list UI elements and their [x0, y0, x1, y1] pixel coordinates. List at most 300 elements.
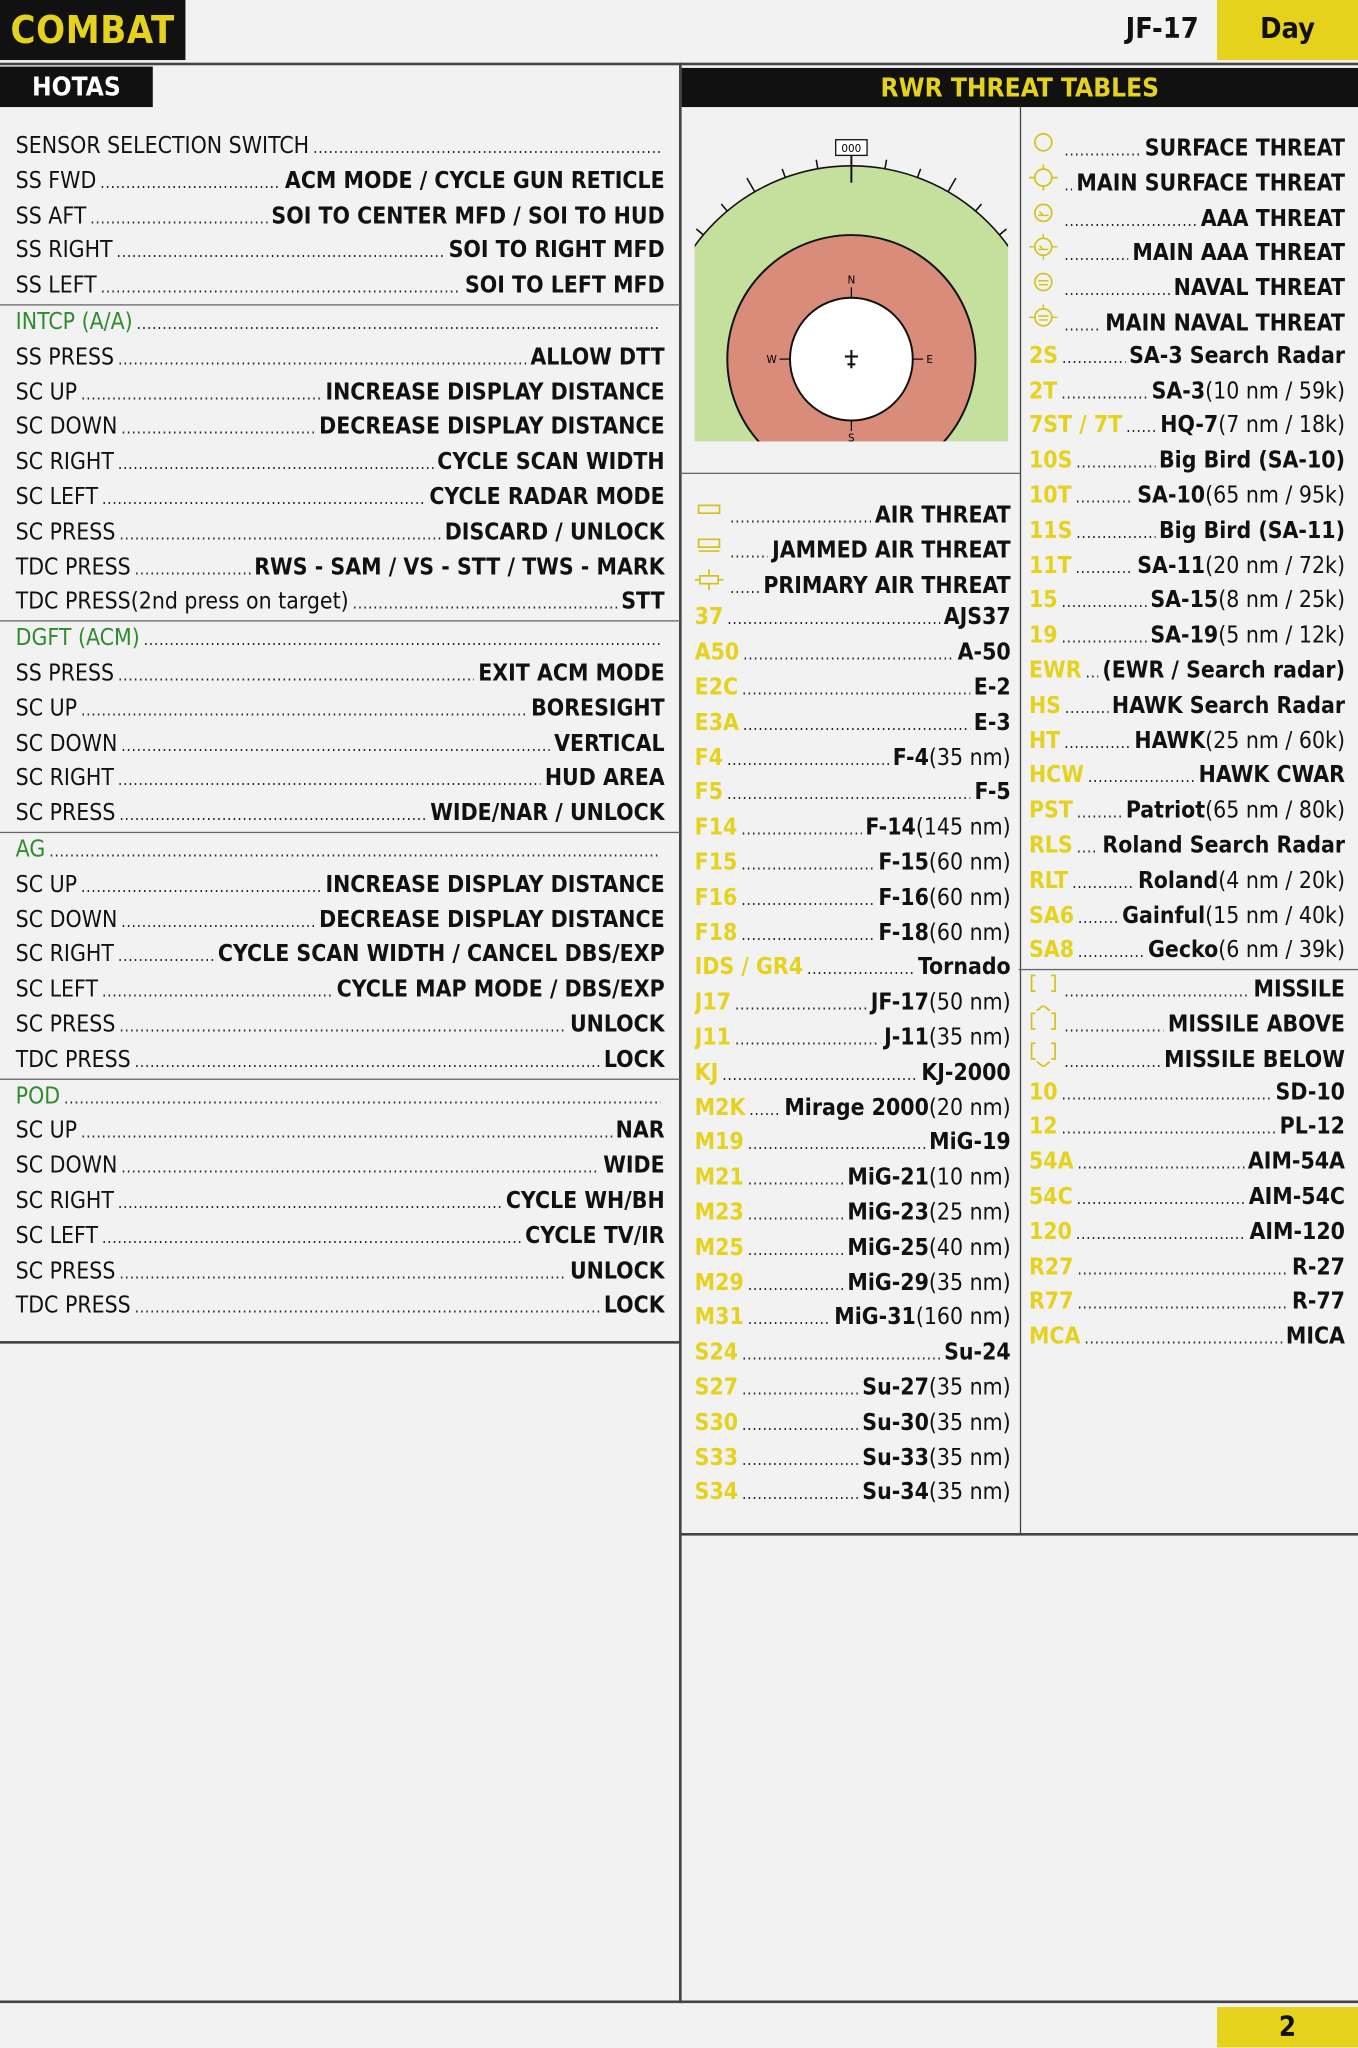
control-name: SC LEFT	[15, 976, 99, 1004]
control-name: SC PRESS	[15, 1011, 116, 1039]
dot-leader	[730, 534, 768, 566]
control-action: LOCK	[603, 1293, 665, 1320]
threat-code: 2T	[1028, 378, 1058, 405]
control-name: SC UP	[15, 1118, 78, 1145]
missile-row	[1029, 1145, 1345, 1180]
missile-above-icon	[1029, 1005, 1058, 1031]
dot-leader	[1064, 167, 1072, 199]
missile-row	[1029, 1075, 1345, 1110]
control-action: Su-24	[944, 1339, 1011, 1367]
dot-leader	[1078, 934, 1144, 969]
air-threat-row	[695, 1406, 1011, 1441]
threat-range: (50 nm)	[928, 990, 1011, 1017]
hotas-row	[16, 868, 665, 903]
dot-leader	[1076, 444, 1155, 479]
control-name: TDC PRESS	[15, 589, 131, 616]
dot-leader	[722, 1056, 917, 1091]
control-action: BORESIGHT	[531, 695, 665, 722]
missile-icon	[1029, 970, 1058, 996]
radar-bottom-rule	[680, 473, 1020, 474]
threat-code: 37	[694, 605, 724, 632]
hotas-row	[16, 727, 665, 762]
hotas-row	[16, 1008, 665, 1043]
ground-threat-row	[1029, 304, 1345, 339]
air-threat-row	[695, 776, 1011, 811]
missile-row	[1029, 1040, 1345, 1075]
dot-leader	[118, 341, 526, 376]
control-action: CYCLE SCAN WIDTH	[437, 449, 665, 476]
control-name: SC DOWN	[15, 730, 118, 757]
control-action: SA-3 Search Radar	[1129, 343, 1345, 370]
threat-range: (40 nm)	[928, 1234, 1011, 1262]
hotas-row	[16, 164, 665, 199]
threat-code: S34	[694, 1479, 739, 1506]
control-action: MiG-25	[847, 1234, 929, 1262]
east-label: E	[926, 354, 934, 367]
control-action: UNLOCK	[569, 1258, 665, 1285]
threat-code: 2S	[1028, 343, 1059, 370]
air-threat-row	[695, 1476, 1011, 1511]
hotas-row	[16, 480, 665, 515]
control-name: SC RIGHT	[15, 941, 114, 969]
dot-leader	[735, 986, 867, 1021]
air-threat-row	[695, 1371, 1011, 1406]
ground-threat-row	[1029, 514, 1345, 549]
dot-leader	[135, 550, 251, 585]
hotas-row	[16, 1043, 665, 1078]
jammed-air-threat-icon	[695, 531, 724, 557]
ground-threat-row	[1029, 864, 1345, 899]
threat-range: (20 nm / 72k)	[1205, 553, 1345, 580]
control-action: CYCLE MAP MODE / DBS/EXP	[336, 976, 665, 1004]
control-action: MiG-19	[929, 1129, 1011, 1157]
control-action: NAVAL THREAT	[1173, 275, 1345, 302]
control-action: LOCK	[603, 1046, 665, 1074]
bearing-tick	[976, 204, 982, 211]
page-number: 2	[1217, 2007, 1358, 2047]
air-threat-row	[695, 1231, 1011, 1266]
threat-code: S24	[694, 1339, 739, 1367]
air-threat-row	[695, 846, 1011, 881]
ground-threat-row	[1029, 794, 1345, 829]
control-name: SS RIGHT	[15, 238, 113, 265]
hotas-row	[16, 129, 665, 164]
dot-leader	[1072, 864, 1134, 899]
control-name: SENSOR SELECTION SWITCH	[15, 133, 310, 160]
dot-leader	[748, 1231, 844, 1266]
control-action: WIDE/NAR / UNLOCK	[430, 800, 665, 827]
group-title: DGFT (ACM)	[15, 625, 140, 652]
control-name: SC RIGHT	[15, 765, 114, 792]
control-action: SA-19	[1150, 623, 1219, 650]
dot-leader	[1126, 409, 1156, 444]
control-action: Su-33	[862, 1444, 929, 1472]
threat-code: 10	[1028, 1079, 1058, 1106]
control-action: HAWK Search Radar	[1111, 693, 1345, 720]
control-action: AAA THREAT	[1200, 205, 1345, 232]
control-action: JAMMED AIR THREAT	[772, 537, 1011, 564]
threat-code: 7ST / 7T	[1028, 413, 1123, 440]
threat-code: E3A	[694, 710, 739, 737]
control-action: Patriot	[1125, 798, 1206, 825]
dot-leader	[735, 1021, 880, 1056]
threat-code: SA8	[1028, 937, 1075, 965]
air-threat-row	[695, 1161, 1011, 1196]
dot-leader	[1085, 654, 1098, 689]
dot-leader	[81, 868, 322, 903]
hotas-row	[16, 1254, 665, 1289]
threat-code: J17	[694, 990, 731, 1017]
control-action: MISSILE BELOW	[1164, 1046, 1345, 1074]
dot-leader	[1062, 1075, 1272, 1110]
hotas-row	[16, 1149, 665, 1184]
dot-leader	[748, 1196, 844, 1231]
hotas-row	[16, 1219, 665, 1254]
air-threat-row	[695, 601, 1011, 636]
header	[0, 0, 1358, 60]
dot-leader	[1076, 1215, 1246, 1250]
threat-range: (35 nm)	[928, 1024, 1011, 1052]
control-action: HAWK	[1134, 728, 1206, 755]
dot-leader	[1064, 237, 1128, 269]
ground-threat-row	[1029, 584, 1345, 619]
dot-leader	[121, 903, 315, 938]
primary-air-threat-icon	[695, 566, 724, 592]
ground-threat-row	[1029, 689, 1345, 724]
air-threat-row	[695, 1091, 1011, 1126]
control-action: (EWR / Search radar)	[1102, 658, 1345, 685]
ground-threat-row	[1029, 829, 1345, 864]
dot-leader	[741, 881, 874, 916]
threat-code: HT	[1028, 728, 1061, 755]
dot-leader	[1077, 829, 1099, 864]
threat-range: (20 nm)	[928, 1094, 1011, 1122]
threat-code: M25	[694, 1234, 744, 1262]
control-action: MAIN NAVAL THREAT	[1105, 310, 1345, 337]
air-threat-row	[695, 671, 1011, 706]
dot-leader	[1077, 1180, 1245, 1215]
control-action: SOI TO CENTER MFD / SOI TO HUD	[271, 203, 665, 230]
control-action: NAR	[615, 1118, 665, 1145]
missile-row	[1029, 1180, 1345, 1215]
air-threat-row	[695, 741, 1011, 776]
dot-leader	[121, 411, 315, 446]
threat-range: (8 nm / 25k)	[1218, 588, 1345, 615]
air-threat-row	[695, 811, 1011, 846]
control-action: SURFACE THREAT	[1144, 135, 1345, 162]
rwr-column-divider	[1020, 107, 1021, 1533]
control-note: (2nd press on target)	[130, 589, 349, 616]
control-action: F-15	[878, 850, 929, 877]
bearing-tick	[816, 160, 818, 169]
control-action: JF-17	[870, 990, 929, 1017]
dot-leader	[1076, 479, 1134, 514]
threat-code: 10T	[1028, 483, 1072, 510]
hotas-row	[16, 1289, 665, 1324]
control-name: TDC PRESS	[15, 1293, 131, 1320]
group-heading	[16, 622, 665, 657]
control-action: CYCLE RADAR MODE	[429, 484, 665, 511]
threat-code: EWR	[1028, 658, 1082, 685]
dot-leader	[118, 657, 474, 692]
control-action: MiG-29	[847, 1269, 929, 1297]
threat-range: (35 nm)	[928, 745, 1011, 772]
hotas-row	[16, 938, 665, 973]
threat-code: 11S	[1028, 518, 1073, 545]
threat-code: S30	[694, 1409, 739, 1437]
dot-leader	[1077, 1250, 1288, 1285]
control-action: AIM-54C	[1248, 1184, 1345, 1211]
control-action: Gecko	[1148, 937, 1219, 965]
ground-threat-list	[1029, 129, 1345, 1355]
control-name: SC DOWN	[15, 414, 118, 441]
dot-leader	[742, 1406, 858, 1441]
hotas-row	[16, 446, 665, 481]
section-title: COMBAT	[0, 0, 185, 60]
threat-code: HS	[1028, 693, 1061, 720]
control-action: Su-27	[862, 1374, 929, 1402]
column-divider	[679, 63, 682, 2003]
dot-leader	[313, 129, 661, 164]
control-action: Tornado	[918, 955, 1011, 982]
dot-leader	[748, 1301, 831, 1336]
control-action: A-50	[957, 640, 1011, 667]
dot-leader	[81, 692, 527, 727]
air-threat-list	[695, 496, 1011, 1511]
dot-leader	[119, 1254, 566, 1289]
group-title: POD	[15, 1083, 61, 1110]
ground-threat-row	[1029, 269, 1345, 304]
control-action: MISSILE	[1253, 976, 1345, 1004]
control-action: Mirage 2000	[784, 1094, 929, 1122]
dot-leader	[741, 846, 874, 881]
rwr-bottom-rule	[680, 1533, 1358, 1536]
dot-leader	[727, 741, 889, 776]
hotas-title: HOTAS	[0, 67, 153, 107]
hotas-row	[16, 762, 665, 797]
ground-threat-row	[1029, 759, 1345, 794]
dot-leader	[102, 480, 425, 515]
dot-leader	[1062, 619, 1147, 654]
threat-code: 12	[1028, 1114, 1058, 1141]
dot-leader	[1076, 514, 1155, 549]
control-name: TDC PRESS	[15, 1046, 131, 1074]
threat-range: (35 nm)	[928, 1444, 1011, 1472]
control-action: R-27	[1291, 1254, 1345, 1281]
surface-threat-icon	[1029, 129, 1058, 155]
threat-code: J11	[694, 1024, 731, 1052]
threat-code: M31	[694, 1304, 744, 1332]
dot-leader	[743, 706, 970, 741]
threat-code: R27	[1028, 1254, 1074, 1281]
threat-range: (65 nm / 80k)	[1205, 798, 1345, 825]
control-action: DISCARD / UNLOCK	[444, 519, 665, 546]
control-action: HUD AREA	[544, 765, 665, 792]
dot-leader	[742, 1476, 858, 1511]
threat-range: (60 nm)	[928, 920, 1011, 947]
dot-leader	[1088, 759, 1195, 794]
hotas-row	[16, 585, 665, 620]
dot-leader	[1077, 1145, 1244, 1180]
control-action: SOI TO RIGHT MFD	[448, 238, 665, 265]
dot-leader	[1076, 549, 1134, 584]
threat-range: (60 nm)	[928, 885, 1011, 912]
control-action: WIDE	[603, 1153, 665, 1180]
threat-range: (35 nm)	[928, 1479, 1011, 1506]
control-action: VERTICAL	[554, 730, 665, 757]
ground-threat-row	[1029, 479, 1345, 514]
ground-threat-row	[1029, 619, 1345, 654]
south-label: S	[848, 432, 855, 444]
control-name: SC PRESS	[15, 1258, 116, 1285]
threat-code: S33	[694, 1444, 739, 1472]
dot-leader	[1064, 973, 1249, 1005]
ground-threat-row	[1029, 164, 1345, 199]
dot-leader	[742, 1441, 858, 1476]
dot-leader	[90, 199, 267, 234]
threat-code: PST	[1028, 798, 1073, 825]
ground-threat-row	[1029, 934, 1345, 969]
missile-row	[1029, 1215, 1345, 1250]
dot-leader	[1062, 339, 1125, 374]
threat-code: S27	[694, 1374, 739, 1402]
hotas-row	[16, 657, 665, 692]
ground-threat-row	[1029, 724, 1345, 759]
bearing-tick	[917, 169, 920, 178]
dot-leader	[144, 622, 661, 657]
missile-row	[1029, 1285, 1345, 1320]
north-label: N	[847, 274, 856, 287]
dot-leader	[742, 1336, 940, 1371]
threat-range: (35 nm)	[928, 1374, 1011, 1402]
threat-code: 10S	[1028, 448, 1073, 475]
missile-row	[1029, 1250, 1345, 1285]
ground-threat-row	[1029, 339, 1345, 374]
dot-leader	[121, 1149, 599, 1184]
control-name: SC DOWN	[15, 1153, 118, 1180]
hotas-row	[16, 376, 665, 411]
bearing-tick	[696, 229, 703, 235]
threat-range: (35 nm)	[928, 1409, 1011, 1437]
threat-code: 54A	[1028, 1149, 1074, 1176]
dot-leader	[749, 1091, 780, 1126]
ground-threat-row	[1029, 549, 1345, 584]
dot-leader	[119, 797, 426, 832]
threat-range: (25 nm)	[928, 1199, 1011, 1227]
control-name: SS FWD	[15, 168, 97, 195]
dot-leader	[117, 234, 445, 269]
air-threat-row	[695, 1196, 1011, 1231]
dot-leader	[118, 762, 541, 797]
dot-leader	[102, 1219, 521, 1254]
control-action: MiG-31	[834, 1304, 916, 1332]
dot-leader	[1064, 202, 1197, 234]
control-action: AIM-120	[1249, 1219, 1345, 1246]
air-threat-row	[695, 531, 1011, 566]
control-name: SS PRESS	[15, 660, 115, 687]
footer-divider	[0, 2000, 1358, 2003]
threat-code: F14	[694, 815, 738, 842]
control-action: MAIN AAA THREAT	[1132, 240, 1345, 267]
group-heading	[16, 1079, 665, 1114]
control-name: SS AFT	[15, 203, 87, 230]
air-threat-row	[695, 1336, 1011, 1371]
control-action: DECREASE DISPLAY DISTANCE	[319, 906, 665, 934]
control-action: AIM-54A	[1247, 1149, 1345, 1176]
air-threat-row	[695, 881, 1011, 916]
air-threat-row	[695, 1056, 1011, 1091]
threat-code: R77	[1028, 1289, 1074, 1316]
ground-threat-row	[1029, 129, 1345, 164]
control-action: J-11	[884, 1024, 929, 1052]
control-action: SA-3	[1151, 378, 1206, 405]
dot-leader	[748, 1126, 926, 1161]
control-name: SC LEFT	[15, 1223, 99, 1250]
dot-leader	[1064, 272, 1169, 304]
threat-code: F4	[694, 745, 724, 772]
dot-leader	[1064, 1008, 1164, 1040]
control-name: SC PRESS	[15, 800, 116, 827]
threat-range: (10 nm / 59k)	[1205, 378, 1345, 405]
control-action: F-14	[865, 815, 916, 842]
air-threat-icon	[695, 496, 724, 522]
control-action: F-18	[878, 920, 929, 947]
air-threat-row	[695, 916, 1011, 951]
control-name: SS PRESS	[15, 344, 115, 371]
main-aaa-threat-icon	[1029, 234, 1058, 260]
control-action: F-16	[878, 885, 929, 912]
dot-leader	[137, 306, 661, 341]
bearing-tick	[999, 229, 1006, 235]
hotas-row	[16, 1184, 665, 1219]
dot-leader	[748, 1266, 844, 1301]
bearing-tick	[782, 169, 785, 178]
missile-row	[1029, 1320, 1345, 1355]
hotas-row	[16, 550, 665, 585]
threat-code: M23	[694, 1199, 744, 1227]
hotas-bottom-rule	[0, 1341, 679, 1344]
hotas-row	[16, 199, 665, 234]
threat-code: MCA	[1028, 1324, 1081, 1351]
air-threat-row	[695, 636, 1011, 671]
control-action: SOI TO LEFT MFD	[464, 273, 665, 300]
threat-code: F15	[694, 850, 738, 877]
control-name: SS LEFT	[15, 273, 97, 300]
main-naval-threat-icon	[1029, 304, 1058, 330]
group-title: INTCP (A/A)	[15, 309, 133, 336]
control-action: HAWK CWAR	[1198, 763, 1345, 790]
dot-leader	[118, 446, 434, 481]
control-action: Roland Search Radar	[1102, 833, 1345, 860]
threat-code: 54C	[1028, 1184, 1073, 1211]
control-action: F-5	[974, 780, 1011, 807]
control-action: MISSILE ABOVE	[1167, 1011, 1345, 1039]
dot-leader	[1065, 689, 1108, 724]
threat-code: M19	[694, 1129, 744, 1157]
control-action: INCREASE DISPLAY DISTANCE	[325, 871, 665, 899]
threat-code: F16	[694, 885, 738, 912]
control-action: F-4	[892, 745, 929, 772]
dot-leader	[743, 636, 954, 671]
threat-code: IDS / GR4	[694, 955, 804, 982]
hotas-row	[16, 234, 665, 269]
air-threat-row	[695, 951, 1011, 986]
west-label: W	[766, 354, 777, 367]
dot-leader	[730, 499, 871, 531]
air-threat-row	[695, 1301, 1011, 1336]
threat-code: F18	[694, 920, 738, 947]
missile-row	[1029, 1110, 1345, 1145]
